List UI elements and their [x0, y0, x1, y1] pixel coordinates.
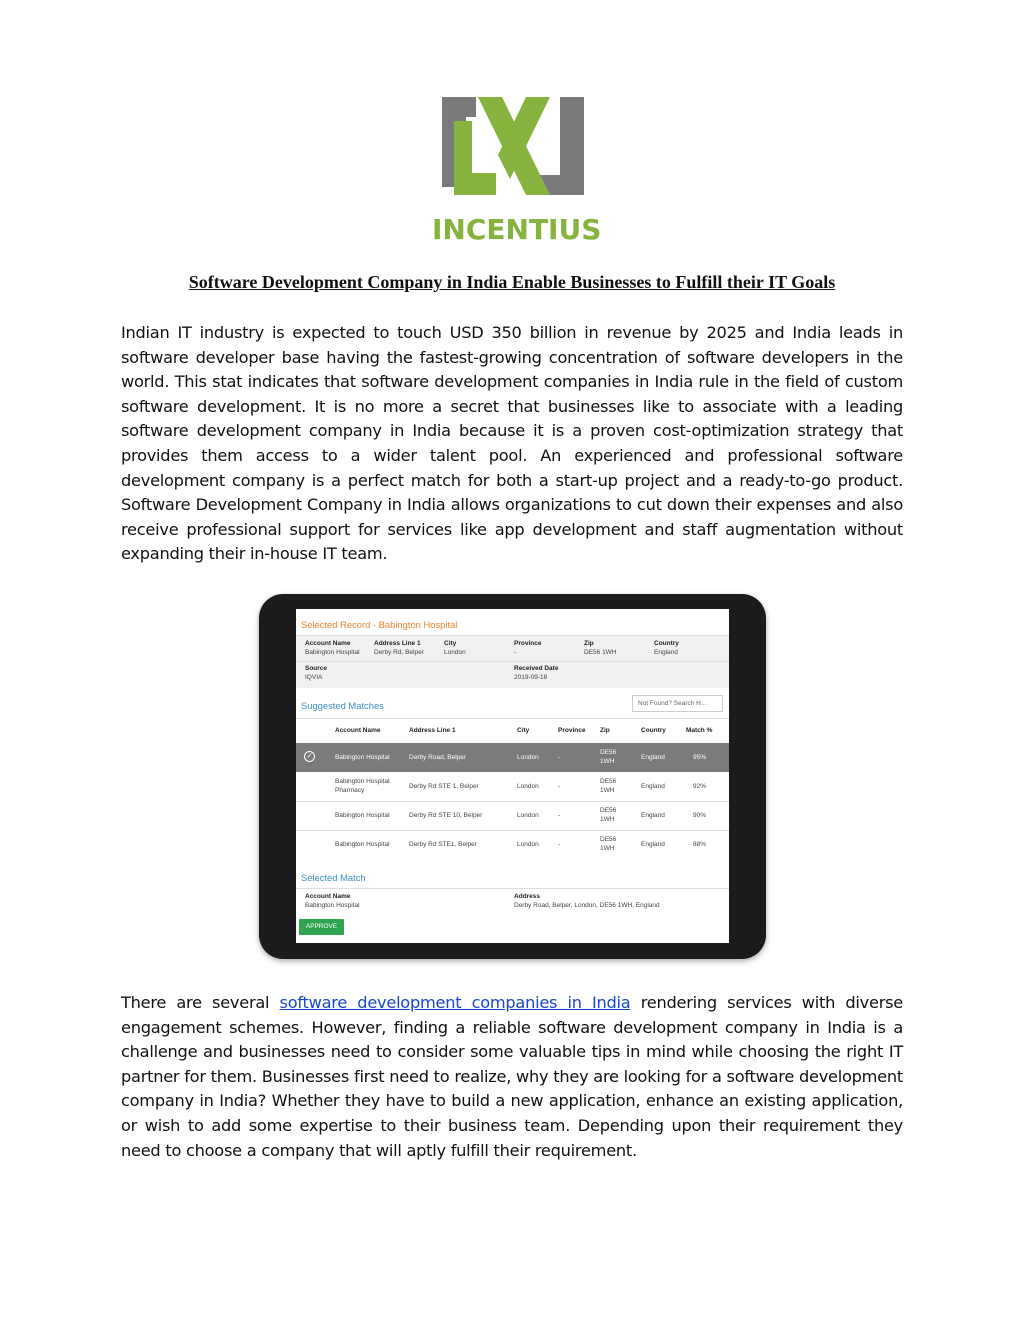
header-province: Province: [558, 727, 586, 734]
value-received-date: 2019-09-18: [514, 674, 548, 681]
label-address: Address Line 1: [374, 640, 421, 647]
value-match-account: Babington Hospital: [305, 902, 360, 909]
value-source: IQVIA: [305, 674, 323, 681]
approve-button[interactable]: APPROVE: [299, 919, 344, 935]
table-row[interactable]: [296, 830, 729, 859]
cell-zip: DE56 1WH: [600, 836, 617, 852]
cell-country: England: [641, 783, 665, 790]
cell-match: 88%: [693, 841, 707, 848]
cell-zip: DE56 1WH: [600, 778, 617, 794]
value-account-name: Babington Hospital: [305, 649, 360, 656]
cell-country: England: [641, 754, 665, 761]
cell-city: London: [517, 754, 539, 761]
cell-address: Derby Rd STE1, Belper: [409, 841, 477, 848]
label-country: Country: [654, 640, 679, 647]
cell-match: 90%: [693, 812, 707, 819]
cell-address: Derby Rd STE 10, Belper: [409, 812, 483, 819]
table-row[interactable]: [296, 743, 729, 772]
value-country: England: [654, 649, 678, 656]
search-input[interactable]: Not Found? Search H...: [632, 695, 723, 712]
cell-account: Babington Hospital: [335, 841, 390, 848]
cell-address: Derby Rd STE 1, Belper: [409, 783, 479, 790]
header-city: City: [517, 727, 530, 734]
second-paragraph: [121, 991, 903, 1163]
value-zip: DE56 1WH: [584, 649, 617, 656]
cell-city: London: [517, 841, 539, 848]
cell-account: Babington Hospital: [335, 812, 390, 819]
divider: [296, 888, 729, 889]
label-match-account: Account Name: [305, 893, 351, 900]
cell-province: -: [558, 783, 561, 790]
label-city: City: [444, 640, 457, 647]
cell-province: -: [558, 841, 561, 848]
header-address: Address Line 1: [409, 727, 456, 734]
label-province: Province: [514, 640, 542, 647]
divider: [296, 661, 729, 662]
header-match: Match %: [686, 727, 713, 734]
document-title: Software Development Company in India Enable Businesses to Fulfill their IT Goals: [188, 272, 836, 292]
cell-address: Derby Road, Belper: [409, 754, 467, 761]
check-circle-icon: ✓: [304, 751, 315, 762]
cell-country: England: [641, 841, 665, 848]
cell-zip: DE56 1WH: [600, 807, 617, 823]
value-address: Derby Rd, Belper: [374, 649, 424, 656]
label-account-name: Account Name: [305, 640, 351, 647]
divider: [296, 718, 729, 719]
selected-record-title: Selected Record - Babington Hospital: [301, 619, 458, 630]
header-country: Country: [641, 727, 666, 734]
selected-match-title: Selected Match: [301, 872, 366, 883]
cell-city: London: [517, 783, 539, 790]
table-row[interactable]: [296, 801, 729, 830]
paragraph-text-after: rendering services with diverse engagement schemes. However, finding a reliable software development company in India is a challenge and businesses need to consider some valuable tips in mind while choosing the right IT partner for them. Businesses first need to realize, why they are looking for a software development company in India? Whether they have to build a new application, enhance an existing application, or wish to add some expertise to their business team. Depending upon their requirement they need to choose a company that will aptly fulfill their requirement.: [121, 993, 904, 1160]
header-zip: Zip: [600, 727, 610, 734]
value-city: London: [444, 649, 466, 656]
cell-zip: DE56 1WH: [600, 749, 617, 765]
label-match-address: Address: [514, 893, 541, 900]
cell-province: -: [558, 754, 561, 761]
table-row[interactable]: [296, 772, 729, 801]
label-zip: Zip: [584, 640, 594, 647]
header-account-name: Account Name: [335, 727, 381, 734]
value-match-address: Derby Road, Belper, London, DE56 1WH, England: [514, 902, 660, 909]
incentius-logo: [432, 95, 602, 246]
cell-match: 92%: [693, 783, 707, 790]
cell-country: England: [641, 812, 665, 819]
label-received-date: Received Date: [514, 665, 559, 672]
software-companies-link[interactable]: software development companies in India: [279, 993, 631, 1012]
cell-account: Babington Hospital Pharmacy: [335, 778, 390, 794]
logo-wordmark: INCENTIUS: [432, 213, 602, 246]
tablet-screen: [296, 609, 729, 943]
cell-province: -: [558, 812, 561, 819]
label-source: Source: [305, 665, 328, 672]
cell-match: 95%: [693, 754, 707, 761]
intro-paragraph: Indian IT industry is expected to touch USD 350 billion in revenue by 2025 and India leads in software developer base having the fastest-growing concentration of software developers in the world. This stat indicates that software development companies in India rule in the field of custom software development. It is no more a secret that businesses like to associate with a leading software development company in India because it is a proven cost-optimization strategy that provides them access to a wider talent pool. An experienced and professional software development company is a perfect match for both a start-up project and a ready-to-go product. Software Development Company in India allows organizations to cut down their expenses and also receive professional support for services like app development and staff augmentation without expanding their in-house IT team.: [121, 323, 903, 564]
cell-account: Babington Hospital: [335, 754, 390, 761]
paragraph-text-before: There are several: [121, 993, 280, 1012]
cell-city: London: [517, 812, 539, 819]
suggested-matches-title: Suggested Matches: [301, 700, 384, 711]
incentius-logo-mark: [432, 95, 594, 213]
value-province: -: [514, 649, 517, 656]
